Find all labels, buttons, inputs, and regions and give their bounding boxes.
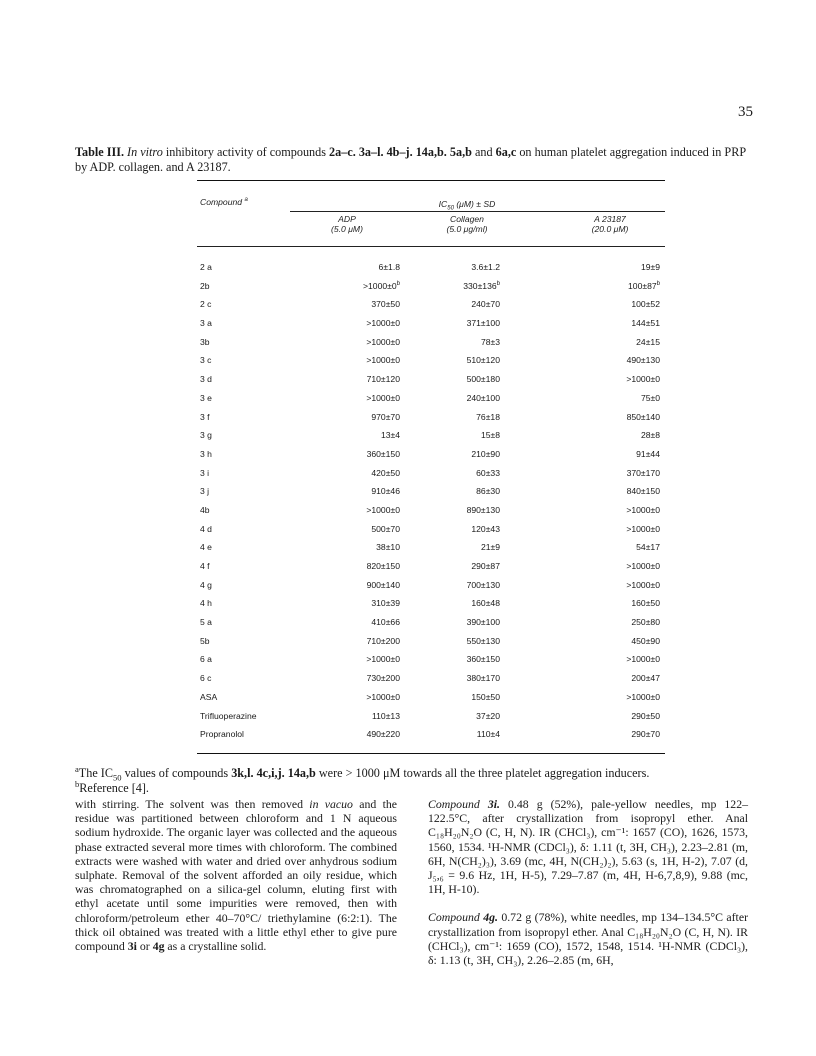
a23187-cell: 24±15	[636, 336, 660, 347]
collagen-cell: 240±100	[466, 392, 500, 403]
adp-cell: >1000±0	[366, 336, 400, 347]
adp-cell: 360±150	[366, 448, 400, 459]
collagen-cell: 371±100	[466, 318, 500, 329]
adp-cell: 970±70	[371, 411, 400, 422]
adp-cell: >1000±0	[366, 355, 400, 366]
compound-cell: 4 h	[200, 598, 212, 609]
a23187-cell: >1000±0	[626, 561, 660, 571]
collagen-cell: 86±30	[476, 486, 500, 497]
table-row	[200, 617, 670, 636]
a23187-cell: 160±50	[631, 598, 660, 609]
table-top-rule	[197, 180, 665, 181]
caption-text: on human platelet aggregation induced in PRP by ADP. collagen. and A 23187.	[75, 145, 746, 174]
collagen-cell: 120±43	[471, 523, 500, 534]
collagen-cell: 390±100	[466, 617, 500, 628]
compound-cell: ASA	[200, 691, 218, 702]
ic50-header: $IC_{50}$ (μM) ± SD	[438, 199, 496, 212]
collagen-cell: 510±120	[466, 355, 500, 366]
table-row	[200, 374, 670, 393]
table-bottom-rule	[197, 753, 665, 754]
a23187-cell: >1000±0	[626, 579, 660, 590]
adp-cell: >1000±0	[366, 392, 400, 403]
compound-3i-section: Compound 3i. 0.48 g (52%), pale-yellow needles, mp 122–122.5°C, after crystallization from isopropyl ether. Anal C₁₈H₂₀N₂O (C, H, N). IR (CHCl₃), cm⁻¹: 1657 (CO), 1626, 1573, 1560, 1534. ¹H-NMR (CDCl₃), δ: 1.11 (t, 3H, CH₃), 2.23–2.81 (m, 6H, N(CH₂)₃), 3.69 (mc, 4H, N(CH₂)₂), 5.63 (s, 1H, H-2), 7.07 (d, J₅,₆ = 9.6 Hz, 1H, H-5), 7.29–7.87 (m, 4H, H-6,7,8,9), 9.88 (mc, 1H, H-10).	[428, 797, 749, 897]
footnote-a: $^a$The $IC_{50}$ values of compounds 3k,l. 4c,i,j. 14a,b were > 1000 μM towards all the three platelet aggregation inducers.	[75, 763, 650, 783]
compound-column-header: Compound $^a$	[200, 197, 248, 207]
compound-cell: 3 a	[200, 318, 212, 329]
compound-cell: 4 d	[200, 523, 212, 534]
compound-cell: 4 e	[200, 542, 212, 553]
table-label: Table III.	[75, 145, 124, 159]
table-row	[200, 636, 670, 655]
a23187-cell: 850±140	[626, 411, 660, 422]
table-row	[200, 393, 670, 412]
a23187-header: A 23187 (20.0 μM)	[591, 214, 629, 234]
a23187-cell: 75±0	[640, 392, 660, 403]
table-row	[200, 412, 670, 431]
adp-header: ADP (5.0 μM)	[331, 214, 363, 234]
compound-cell: 3 e	[200, 392, 212, 403]
left-column-text: with stirring. The solvent was then removed in vacuo and the residue was partitioned between chloroform and 1 N aqueous sodium hydroxide. The organic layer was collected and the aqueous phase extracted several more times with chloroform. The combined extracts were washed with water and dried over anhydrous sodium sulphate. Removal of the solvent afforded an oily residue, which was chromatographed on a silica-gel column, eluting first with ethyl acetate until some impurities were removed, then with chloroform/petroleum ether 40–70°C/ triethylamine (6:2:1). The thick oil obtained was treated with a little ethyl ether to give pure compound 3i or 4g as a crystalline solid.	[75, 797, 398, 954]
adp-cell: 900±140	[366, 579, 400, 590]
compound-cell: 3 c	[200, 355, 212, 366]
adp-cell: >1000±0	[366, 318, 400, 329]
adp-cell: 110±13	[372, 710, 400, 721]
collagen-cell: 37±20	[476, 710, 500, 721]
adp-cell: 710±120	[366, 374, 400, 385]
collagen-cell: 3.6±1.2	[471, 262, 500, 272]
compound-cell: 5 a	[200, 617, 212, 628]
footnote-b: $^b$Reference [4].	[75, 778, 149, 795]
compound-cell: 2 c	[200, 299, 212, 310]
table-row	[200, 318, 670, 337]
compound-cell: 3 g	[200, 430, 212, 441]
collagen-cell: $330\pm 136^b$	[463, 280, 500, 291]
collagen-cell: 290±87	[471, 561, 500, 571]
adp-cell: 13±4	[380, 430, 400, 441]
a23187-cell: >1000±0	[626, 654, 660, 665]
collagen-cell: 15±8	[480, 430, 500, 441]
adp-cell: 730±200	[366, 673, 400, 684]
adp-cell: 370±50	[371, 299, 400, 310]
caption-text: inhibitory activity of compounds	[162, 145, 330, 159]
caption-compounds: 6a,c	[495, 145, 517, 159]
a23187-cell: 370±170	[626, 467, 660, 478]
compound-cell: 3 i	[200, 467, 210, 478]
adp-cell: >1000±0	[366, 504, 400, 515]
collagen-cell: 110±4	[476, 729, 500, 740]
compound-cell: 6 a	[200, 654, 212, 665]
compound-cell: Trifluoperazine	[200, 710, 257, 721]
table-row	[200, 449, 670, 468]
compound-cell: 3 f	[200, 411, 210, 422]
table-row	[200, 505, 670, 524]
table-row	[200, 580, 670, 599]
compound-cell: 2 a	[200, 262, 212, 272]
a23187-cell: 91±44	[636, 448, 660, 459]
a23187-cell: 450±90	[631, 635, 660, 646]
table-row	[200, 262, 670, 281]
adp-cell: 910±46	[371, 486, 400, 497]
collagen-cell: 76±18	[476, 411, 500, 422]
table-row	[200, 337, 670, 356]
collagen-cell: 78±3	[480, 336, 500, 347]
compound-cell: 2b	[200, 280, 210, 291]
a23187-cell: >1000±0	[626, 374, 660, 385]
adp-cell: 420±50	[371, 467, 400, 478]
collagen-cell: 890±130	[466, 504, 500, 515]
collagen-cell: 500±180	[466, 374, 500, 385]
collagen-cell: 700±130	[466, 579, 500, 590]
a23187-cell: 100±52	[631, 299, 660, 310]
collagen-cell: 60±33	[476, 467, 500, 478]
a23187-cell: 250±80	[631, 617, 660, 628]
collagen-cell: 380±170	[466, 673, 500, 684]
adp-cell: 410±66	[371, 617, 400, 628]
caption-compounds: 2a–c. 3a–l. 4b–j. 14a,b. 5a,b	[329, 145, 472, 159]
a23187-cell: 144±51	[631, 318, 660, 329]
adp-cell: 500±70	[371, 523, 400, 534]
compound-cell: 3b	[200, 336, 210, 347]
caption-in-vitro: In vitro	[127, 145, 163, 159]
table-body	[200, 262, 670, 748]
table-row	[200, 430, 670, 449]
collagen-cell: 240±70	[471, 299, 500, 310]
compound-4g-section: Compound 4g. 0.72 g (78%), white needles, mp 134–134.5°C after crystallization from isopropyl ether. Anal C₁₈H₂₀N₂O (C, H, N). IR (CHCl₃), cm⁻¹: 1659 (CO), 1572, 1548, 1514. ¹H-NMR (CDCl₃), δ: 1.13 (t, 3H, CH₃), 2.26–2.85 (m, 6H,	[428, 910, 748, 968]
collagen-cell: 360±150	[466, 654, 500, 665]
table-row	[200, 598, 670, 617]
compound-cell: 4 g	[200, 579, 212, 590]
table-row	[200, 355, 670, 374]
collagen-cell: 210±90	[471, 448, 500, 459]
table-row	[200, 468, 670, 487]
a23187-cell: 290±50	[631, 710, 660, 721]
compound-cell: 4b	[200, 504, 210, 515]
adp-cell: 710±200	[366, 635, 400, 646]
a23187-cell: 28±8	[640, 430, 660, 441]
table-row	[200, 711, 670, 730]
a23187-cell: >1000±0	[626, 523, 660, 534]
caption-text: and	[471, 145, 496, 159]
table-row	[200, 281, 670, 300]
adp-cell: 6±1.8	[378, 262, 400, 272]
a23187-cell: 19±9	[640, 262, 660, 272]
adp-cell: 490±220	[366, 729, 400, 740]
compound-cell: Propranolol	[200, 729, 244, 740]
table-row	[200, 486, 670, 505]
adp-cell: $>1000\pm 0^b$	[363, 280, 400, 291]
adp-cell: 820±150	[366, 561, 400, 571]
a23187-cell: 290±70	[631, 729, 660, 740]
header-bottom-rule	[197, 246, 665, 247]
a23187-cell: >1000±0	[626, 504, 660, 515]
table-row	[200, 673, 670, 692]
a23187-cell: >1000±0	[626, 691, 660, 702]
a23187-cell: 490±130	[626, 355, 660, 366]
adp-cell: >1000±0	[366, 654, 400, 665]
table-row	[200, 542, 670, 561]
collagen-cell: 21±9	[480, 542, 500, 553]
adp-cell: 310±39	[371, 598, 400, 609]
adp-cell: 38±10	[376, 542, 400, 553]
a23187-cell: 54±17	[636, 542, 660, 553]
table-row	[200, 299, 670, 318]
table-row	[200, 561, 670, 580]
header-sub-rule	[290, 211, 665, 212]
adp-cell: >1000±0	[366, 691, 400, 702]
page-number: 35	[738, 104, 753, 120]
right-column-text	[428, 797, 748, 967]
compound-cell: 5b	[200, 635, 210, 646]
compound-cell: 4 f	[200, 561, 210, 571]
collagen-cell: 150±50	[471, 691, 500, 702]
a23187-cell: 200±47	[631, 673, 660, 684]
compound-cell: 6 c	[200, 673, 212, 684]
collagen-header: Collagen (5.0 μg/ml)	[446, 214, 488, 234]
table-row	[200, 654, 670, 673]
collagen-cell: 550±130	[466, 635, 500, 646]
compound-cell: 3 d	[200, 374, 212, 385]
a23187-cell: 840±150	[626, 486, 660, 497]
table-row	[200, 524, 670, 543]
compound-cell: 3 h	[200, 448, 212, 459]
table-row	[200, 729, 670, 748]
a23187-cell: $100\pm 87^b$	[628, 280, 660, 291]
table-caption	[75, 145, 747, 175]
compound-cell: 3 j	[200, 486, 210, 497]
table-row	[200, 692, 670, 711]
collagen-cell: 160±48	[471, 598, 500, 609]
